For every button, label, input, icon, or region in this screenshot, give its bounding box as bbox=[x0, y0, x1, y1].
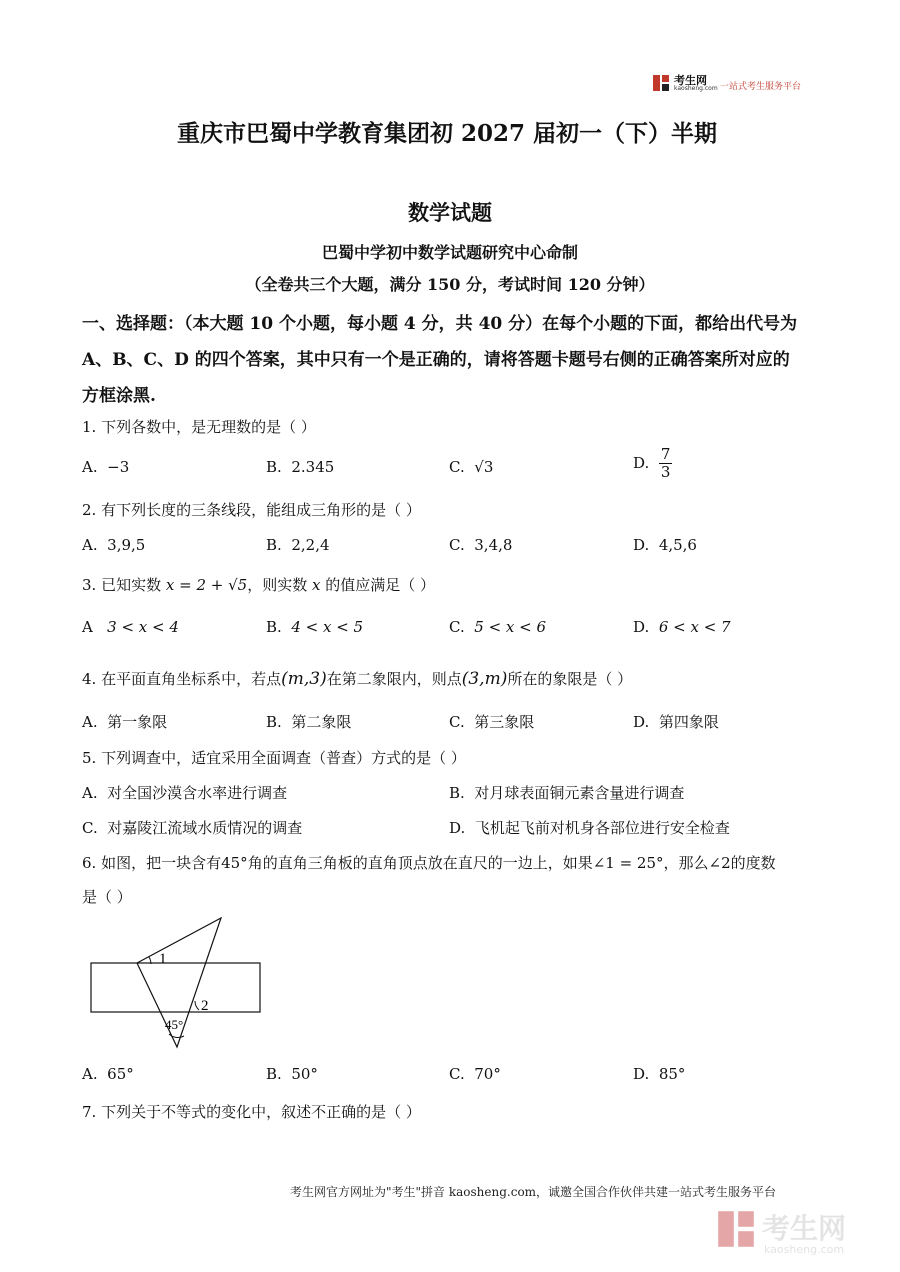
logo-slogan: 一站式考生服务平台 bbox=[720, 82, 802, 92]
watermark-name: 考生网 bbox=[762, 1212, 847, 1245]
ruler-triangle-figure bbox=[85, 910, 270, 1055]
q6-option-d: D. 85° bbox=[633, 1065, 686, 1083]
q1-option-d: D. $\frac{7}{3}$ bbox=[633, 445, 671, 481]
q2-option-d: D. 4,5,6 bbox=[633, 536, 697, 554]
subject-title: 数学试题 bbox=[408, 200, 492, 225]
point-3-m: (3,m) bbox=[461, 669, 508, 689]
q5-option-d: D. 飞机起飞前对机身各部位进行安全检查 bbox=[449, 819, 730, 837]
figure-label-2: 2 bbox=[201, 998, 209, 1014]
q1-option-b: B. 2.345 bbox=[266, 458, 335, 476]
question-6-stem-line2: 是（ ） bbox=[82, 888, 132, 906]
q4-option-c: C. 第三象限 bbox=[449, 713, 535, 731]
question-6-stem: 6. 如图，把一块含有45°角的直角三角板的直角顶点放在直尺的一边上，如果∠1 = 25°，那么∠2的度数 bbox=[82, 854, 776, 872]
question-4-stem: 4. 在平面直角坐标系中，若点(m,3)在第二象限内，则点(3,m)所在的象限是（ ） bbox=[82, 669, 633, 689]
question-1-stem: 1. 下列各数中，是无理数的是（ ） bbox=[82, 418, 316, 436]
point-m-3: (m,3) bbox=[281, 669, 327, 689]
kaosheng-logo-icon bbox=[652, 74, 670, 92]
watermark-domain: kaosheng.com bbox=[764, 1243, 845, 1256]
figure-label-45: 45° bbox=[165, 1017, 184, 1032]
footer-note: 考生网官方网址为"考生"拼音 kaosheng.com，诚邀全国合作伙伴共建一站式考生服务平台 bbox=[290, 1185, 777, 1199]
section1-line2: A、B、C、D 的四个答案，其中只有一个是正确的，请将答题卡题号右侧的正确答案所对应的 bbox=[82, 350, 790, 370]
angle-2-arc bbox=[195, 1001, 199, 1010]
question-7-stem: 7. 下列关于不等式的变化中，叙述不正确的是（ ） bbox=[82, 1103, 421, 1121]
q3-option-c: C. 5 < x < 6 bbox=[449, 618, 547, 636]
q3-equation: x = 2 + √5 bbox=[165, 576, 248, 594]
q3-option-b: B. 4 < x < 5 bbox=[266, 618, 364, 636]
q5-option-a: A. 对全国沙漠含水率进行调查 bbox=[82, 784, 288, 802]
watermark-logo-icon bbox=[716, 1209, 756, 1249]
q6-option-c: C. 70° bbox=[449, 1065, 501, 1083]
q4-option-d: D. 第四象限 bbox=[633, 713, 719, 731]
fraction-seven-thirds: $\frac{7}{3}$ bbox=[660, 445, 671, 481]
exam-meta: （全卷共三个大题，满分 150 分，考试时间 120 分钟） bbox=[245, 275, 655, 294]
q2-option-b: B. 2,2,4 bbox=[266, 536, 330, 554]
q5-option-c: C. 对嘉陵江流域水质情况的调查 bbox=[82, 819, 303, 837]
q1-option-c: C. √3 bbox=[449, 458, 494, 476]
question-2-stem: 2. 有下列长度的三条线段，能组成三角形的是（ ） bbox=[82, 501, 421, 519]
page-title: 重庆市巴蜀中学教育集团初 2027 届初一（下）半期 bbox=[177, 120, 718, 147]
q3-option-d: D. 6 < x < 7 bbox=[633, 618, 731, 636]
q4-option-b: B. 第二象限 bbox=[266, 713, 352, 731]
logo-name: 考生网 bbox=[674, 74, 707, 87]
q6-option-b: B. 50° bbox=[266, 1065, 318, 1083]
question-3-stem: 3. 已知实数 x = 2 + √5，则实数 x 的值应满足（ ） bbox=[82, 576, 436, 594]
logo-domain: kaosheng.com bbox=[674, 85, 718, 92]
q5-option-b: B. 对月球表面铜元素含量进行调查 bbox=[449, 784, 685, 802]
ruler-rect bbox=[91, 963, 260, 1012]
header-logo bbox=[652, 72, 822, 96]
q3-option-a: A 3 < x < 4 bbox=[82, 618, 179, 636]
q4-option-a: A. 第一象限 bbox=[82, 713, 168, 731]
watermark bbox=[716, 1207, 886, 1262]
author-line: 巴蜀中学初中数学试题研究中心命制 bbox=[321, 243, 578, 262]
figure-label-1: 1 bbox=[159, 951, 167, 967]
question-5-stem: 5. 下列调查中，适宜采用全面调查（普查）方式的是（ ） bbox=[82, 749, 466, 767]
q2-option-c: C. 3,4,8 bbox=[449, 536, 513, 554]
section1-line3: 方框涂黑. bbox=[82, 386, 156, 406]
q6-option-a: A. 65° bbox=[82, 1065, 134, 1083]
section1-line1: 一、选择题：（本大题 10 个小题，每小题 4 分，共 40 分）在每个小题的下面，都给出代号为 bbox=[82, 314, 798, 334]
q1-option-a: A. −3 bbox=[82, 458, 130, 476]
q2-option-a: A. 3,9,5 bbox=[82, 536, 146, 554]
